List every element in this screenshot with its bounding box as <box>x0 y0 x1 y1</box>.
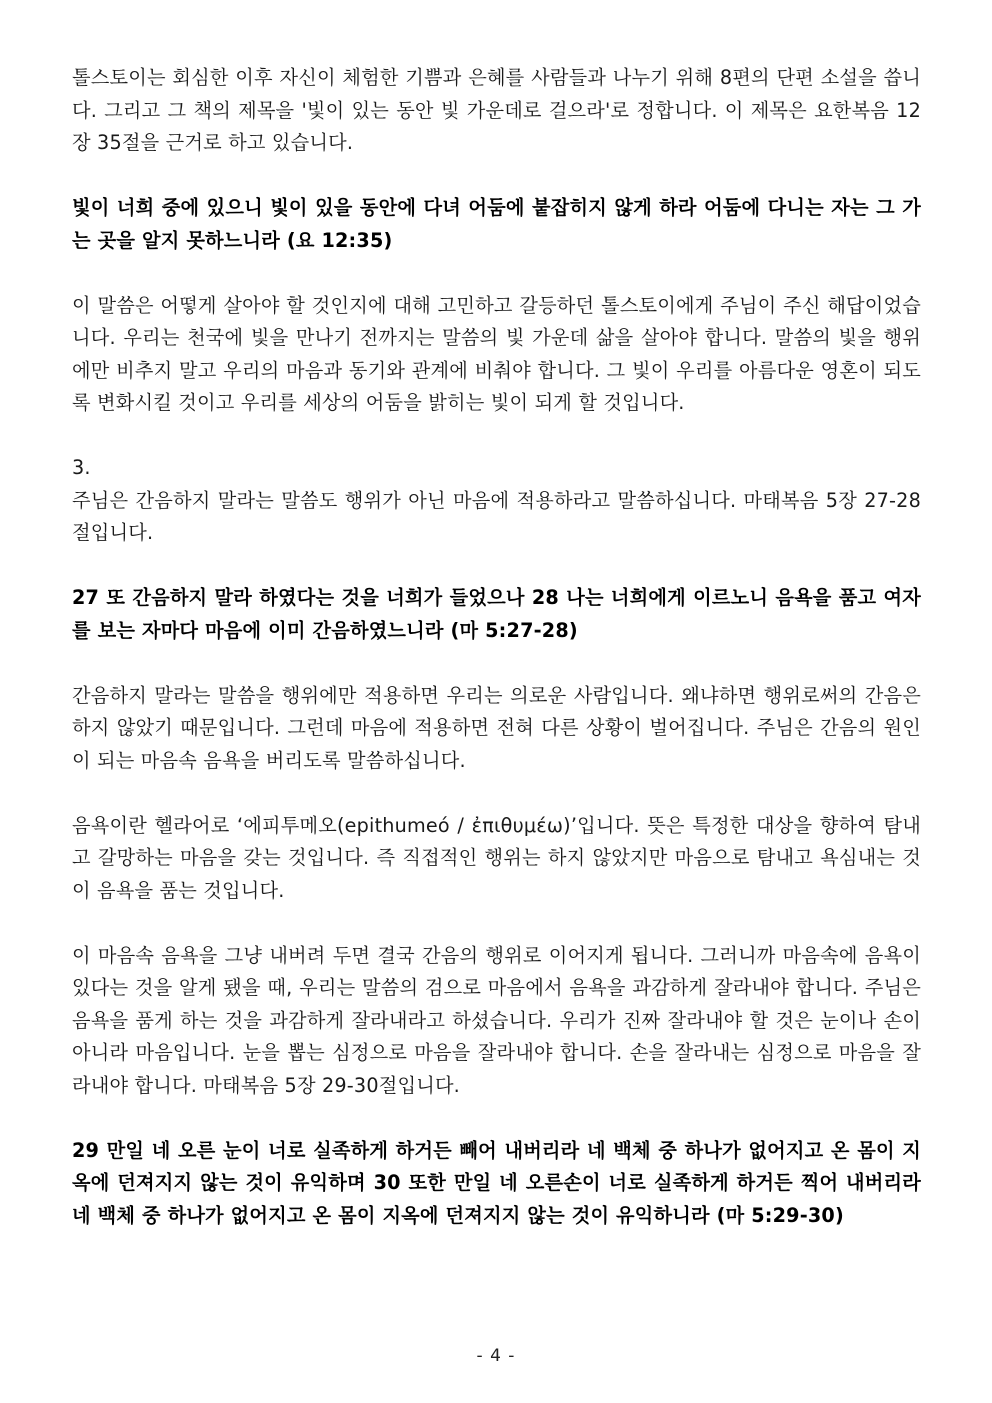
paragraph-adultery-intro: 주님은 간음하지 말라는 말씀도 행위가 아닌 마음에 적용하라고 말씀하십니다. 마태복음 5장 27-28절입니다. <box>72 488 921 544</box>
paragraph-righteous-by-deed: 간음하지 말라는 말씀을 행위에만 적용하면 우리는 의로운 사람입니다. 왜냐하면 행위로써의 간음은 하지 않았기 때문입니다. 그런데 마음에 적용하면 전혀 다른 상황이 벌어집니다. 주님은 간음의 원인이 되는 마음속 음욕을 버리도록 말씀하십니다. <box>72 683 921 772</box>
verse-john-12-35: 빛이 너희 중에 있으니 빛이 있을 동안에 다녀 어둠에 붙잡히지 않게 하라 어둠에 다니는 자는 그 가는 곳을 알지 못하느니라 (요 12:35) <box>72 196 921 252</box>
paragraph-tolstoy-intro: 톨스토이는 회심한 이후 자신이 체험한 기쁨과 은혜를 사람들과 나누기 위해 8편의 단편 소설을 씁니다. 그리고 그 책의 제목을 '빛이 있는 동안 빛 가운데로 걸으라'로 정합니다. 이 제목은 요한복음 12장 35절을 근거로 하고 있습니다. <box>72 66 921 154</box>
paragraph-word-light: 이 말씀은 어떻게 살아야 할 것인지에 대해 고민하고 갈등하던 톨스토이에게 주님이 주신 해답이었습니다. 우리는 천국에 빛을 만나기 전까지는 말씀의 빛 가운데 삶을 살아야 합니다. 말씀의 빛을 행위에만 비추지 말고 우리의 마음과 동기와 관계에 비춰야 합니다. 그 빛이 우리를 아름다운 영혼이 되도록 변화시킬 것이고 우리를 세상의 어둠을 밝히는 빛이 되게 할 것입니다. <box>72 293 921 414</box>
paragraph-cut-off-lust: 이 마음속 음욕을 그냥 내버려 두면 결국 간음의 행위로 이어지게 됩니다. 그러니까 마음속에 음욕이 있다는 것을 알게 됐을 때, 우리는 말씀의 검으로 마음에서 음욕을 과감하게 잘라내야 합니다. 주님은 음욕을 품게 하는 것을 과감하게 잘라내라고 하셨습니다. 우리가 진짜 잘라내야 할 것은 눈이나 손이 아니라 마음입니다. 눈을 뽑는 심정으로 마음을 잘라내야 합니다. 손을 잘라내는 심정으로 마음을 잘라내야 합니다. 마태복음 5장 29-30절입니다. <box>72 943 921 1097</box>
page-number: - 4 - <box>476 1346 516 1366</box>
section-number: 3. <box>72 456 91 479</box>
document-page <box>72 62 921 1232</box>
paragraph-epithumeo: 음욕이란 헬라어로 ‘에피투메오(epithumeó / ἐπιθυμέω)’입니다. 뜻은 특정한 대상을 향하여 탐내고 갈망하는 마음을 갖는 것입니다. 즉 직접적인 행위는 하지 않았지만 마음으로 탐내고 욕심내는 것이 음욕을 품는 것입니다. <box>72 813 921 902</box>
verse-matthew-5-29-30: 29 만일 네 오른 눈이 너로 실족하게 하거든 빼어 내버리라 네 백체 중 하나가 없어지고 온 몸이 지옥에 던져지지 않는 것이 유익하며 30 또한 만일 네 오른손이 너로 실족하게 하거든 찍어 내버리라 네 백체 중 하나가 없어지고 온 몸이 지옥에 던져지지 않는 것이 유익하니라 (마 5:29-30) <box>72 1138 921 1227</box>
verse-matthew-5-27-28: 27 또 간음하지 말라 하였다는 것을 너희가 들었으나 28 나는 너희에게 이르노니 음욕을 품고 여자를 보는 자마다 마음에 이미 간음하였느니라 (마 5:27-28) <box>72 586 921 642</box>
